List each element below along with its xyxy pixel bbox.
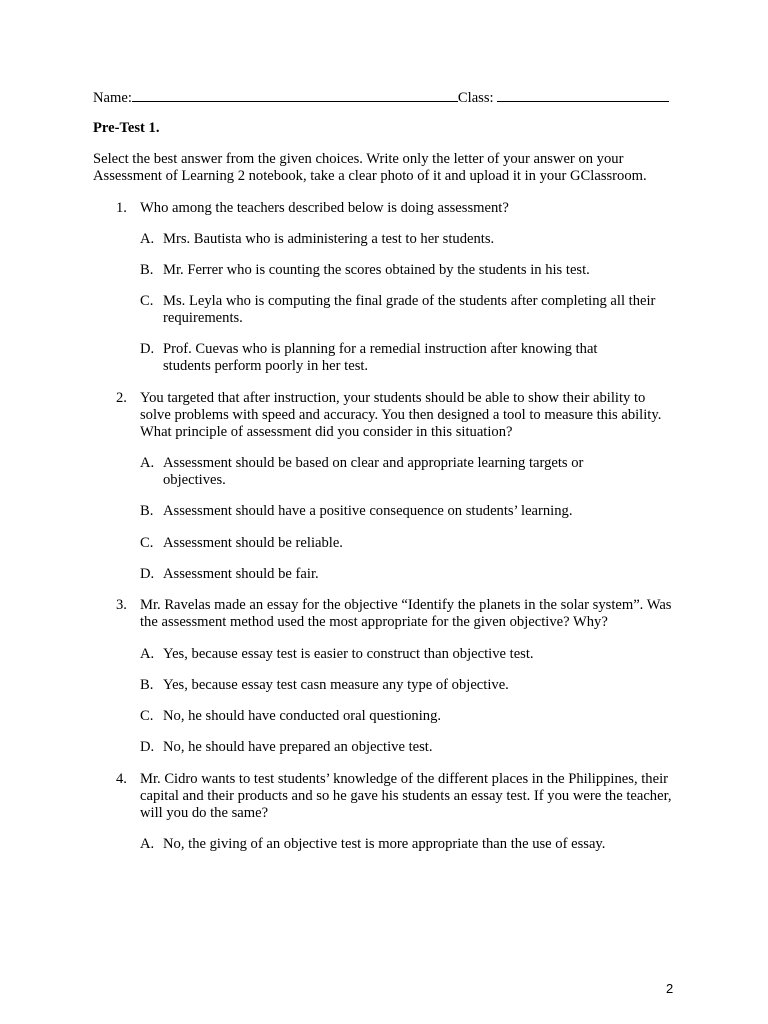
instructions-line-2: Assessment of Learning 2 notebook, take a clear photo of it and upload it in your GClassroom. — [93, 168, 647, 184]
option-text: Mr. Ferrer who is counting the scores obtained by the students in his test. — [163, 262, 590, 278]
option-letter: A. — [140, 455, 155, 471]
option-text: Yes, because essay test is easier to construct than objective test. — [163, 646, 534, 662]
question-text: Mr. Ravelas made an essay for the objective “Identify the planets in the solar system”. Was the assessment method used the most appropriate for the given objective? Why? — [140, 597, 672, 630]
option-text: No, he should have prepared an objective test. — [163, 739, 433, 755]
option-letter: D. — [140, 739, 155, 755]
header-line — [93, 88, 669, 107]
question-number: 2. — [116, 390, 127, 406]
option-text: No, he should have conducted oral questioning. — [163, 708, 442, 724]
option-text: Assessment should be reliable. — [163, 535, 343, 551]
option-letter: C. — [140, 708, 154, 724]
option-text: Mrs. Bautista who is administering a test to her students. — [163, 231, 495, 247]
question-number: 1. — [116, 200, 127, 216]
page-number: 2 — [666, 981, 674, 996]
option-text: Prof. Cuevas who is planning for a remedial instruction after knowing that students perform poorly in her test. — [163, 341, 598, 374]
option-text: Assessment should be fair. — [163, 566, 319, 582]
question-number: 4. — [116, 771, 127, 787]
option-letter: A. — [140, 836, 155, 852]
option-letter: C. — [140, 293, 154, 309]
option-text: Assessment should be based on clear and appropriate learning targets or objectives. — [163, 455, 584, 488]
question-number: 3. — [116, 597, 127, 613]
option-letter: B. — [140, 262, 154, 278]
class-label: Class: — [457, 90, 494, 106]
instructions-line-1: Select the best answer from the given choices. Write only the letter of your answer on your — [93, 151, 624, 167]
name-label: Name: — [93, 90, 132, 106]
option-letter: D. — [140, 341, 155, 357]
option-letter: B. — [140, 503, 154, 519]
option-letter: B. — [140, 677, 154, 693]
question-text: Who among the teachers described below is doing assessment? — [140, 200, 509, 216]
class-blank — [497, 88, 669, 102]
question-text: You targeted that after instruction, your students should be able to show their ability to solve problems with speed and accuracy. You then designed a tool to measure this ability. What principle of assessment did you consider in this situation? — [140, 390, 662, 440]
name-blank — [132, 88, 458, 102]
option-text: Ms. Leyla who is computing the final grade of the students after completing all their requirements. — [163, 293, 656, 326]
option-letter: D. — [140, 566, 155, 582]
option-text: Assessment should have a positive consequence on students’ learning. — [163, 503, 573, 519]
option-text: Yes, because essay test casn measure any type of objective. — [163, 677, 509, 693]
page-title: Pre-Test 1. — [93, 120, 160, 136]
option-letter: A. — [140, 231, 155, 247]
option-letter: A. — [140, 646, 155, 662]
question-text: Mr. Cidro wants to test students’ knowledge of the different places in the Philippines, their capital and their products and so he gave his students an essay test. If you were the teacher, will you do the same? — [140, 771, 672, 821]
option-letter: C. — [140, 535, 154, 551]
option-text: No, the giving of an objective test is more appropriate than the use of essay. — [163, 836, 606, 852]
